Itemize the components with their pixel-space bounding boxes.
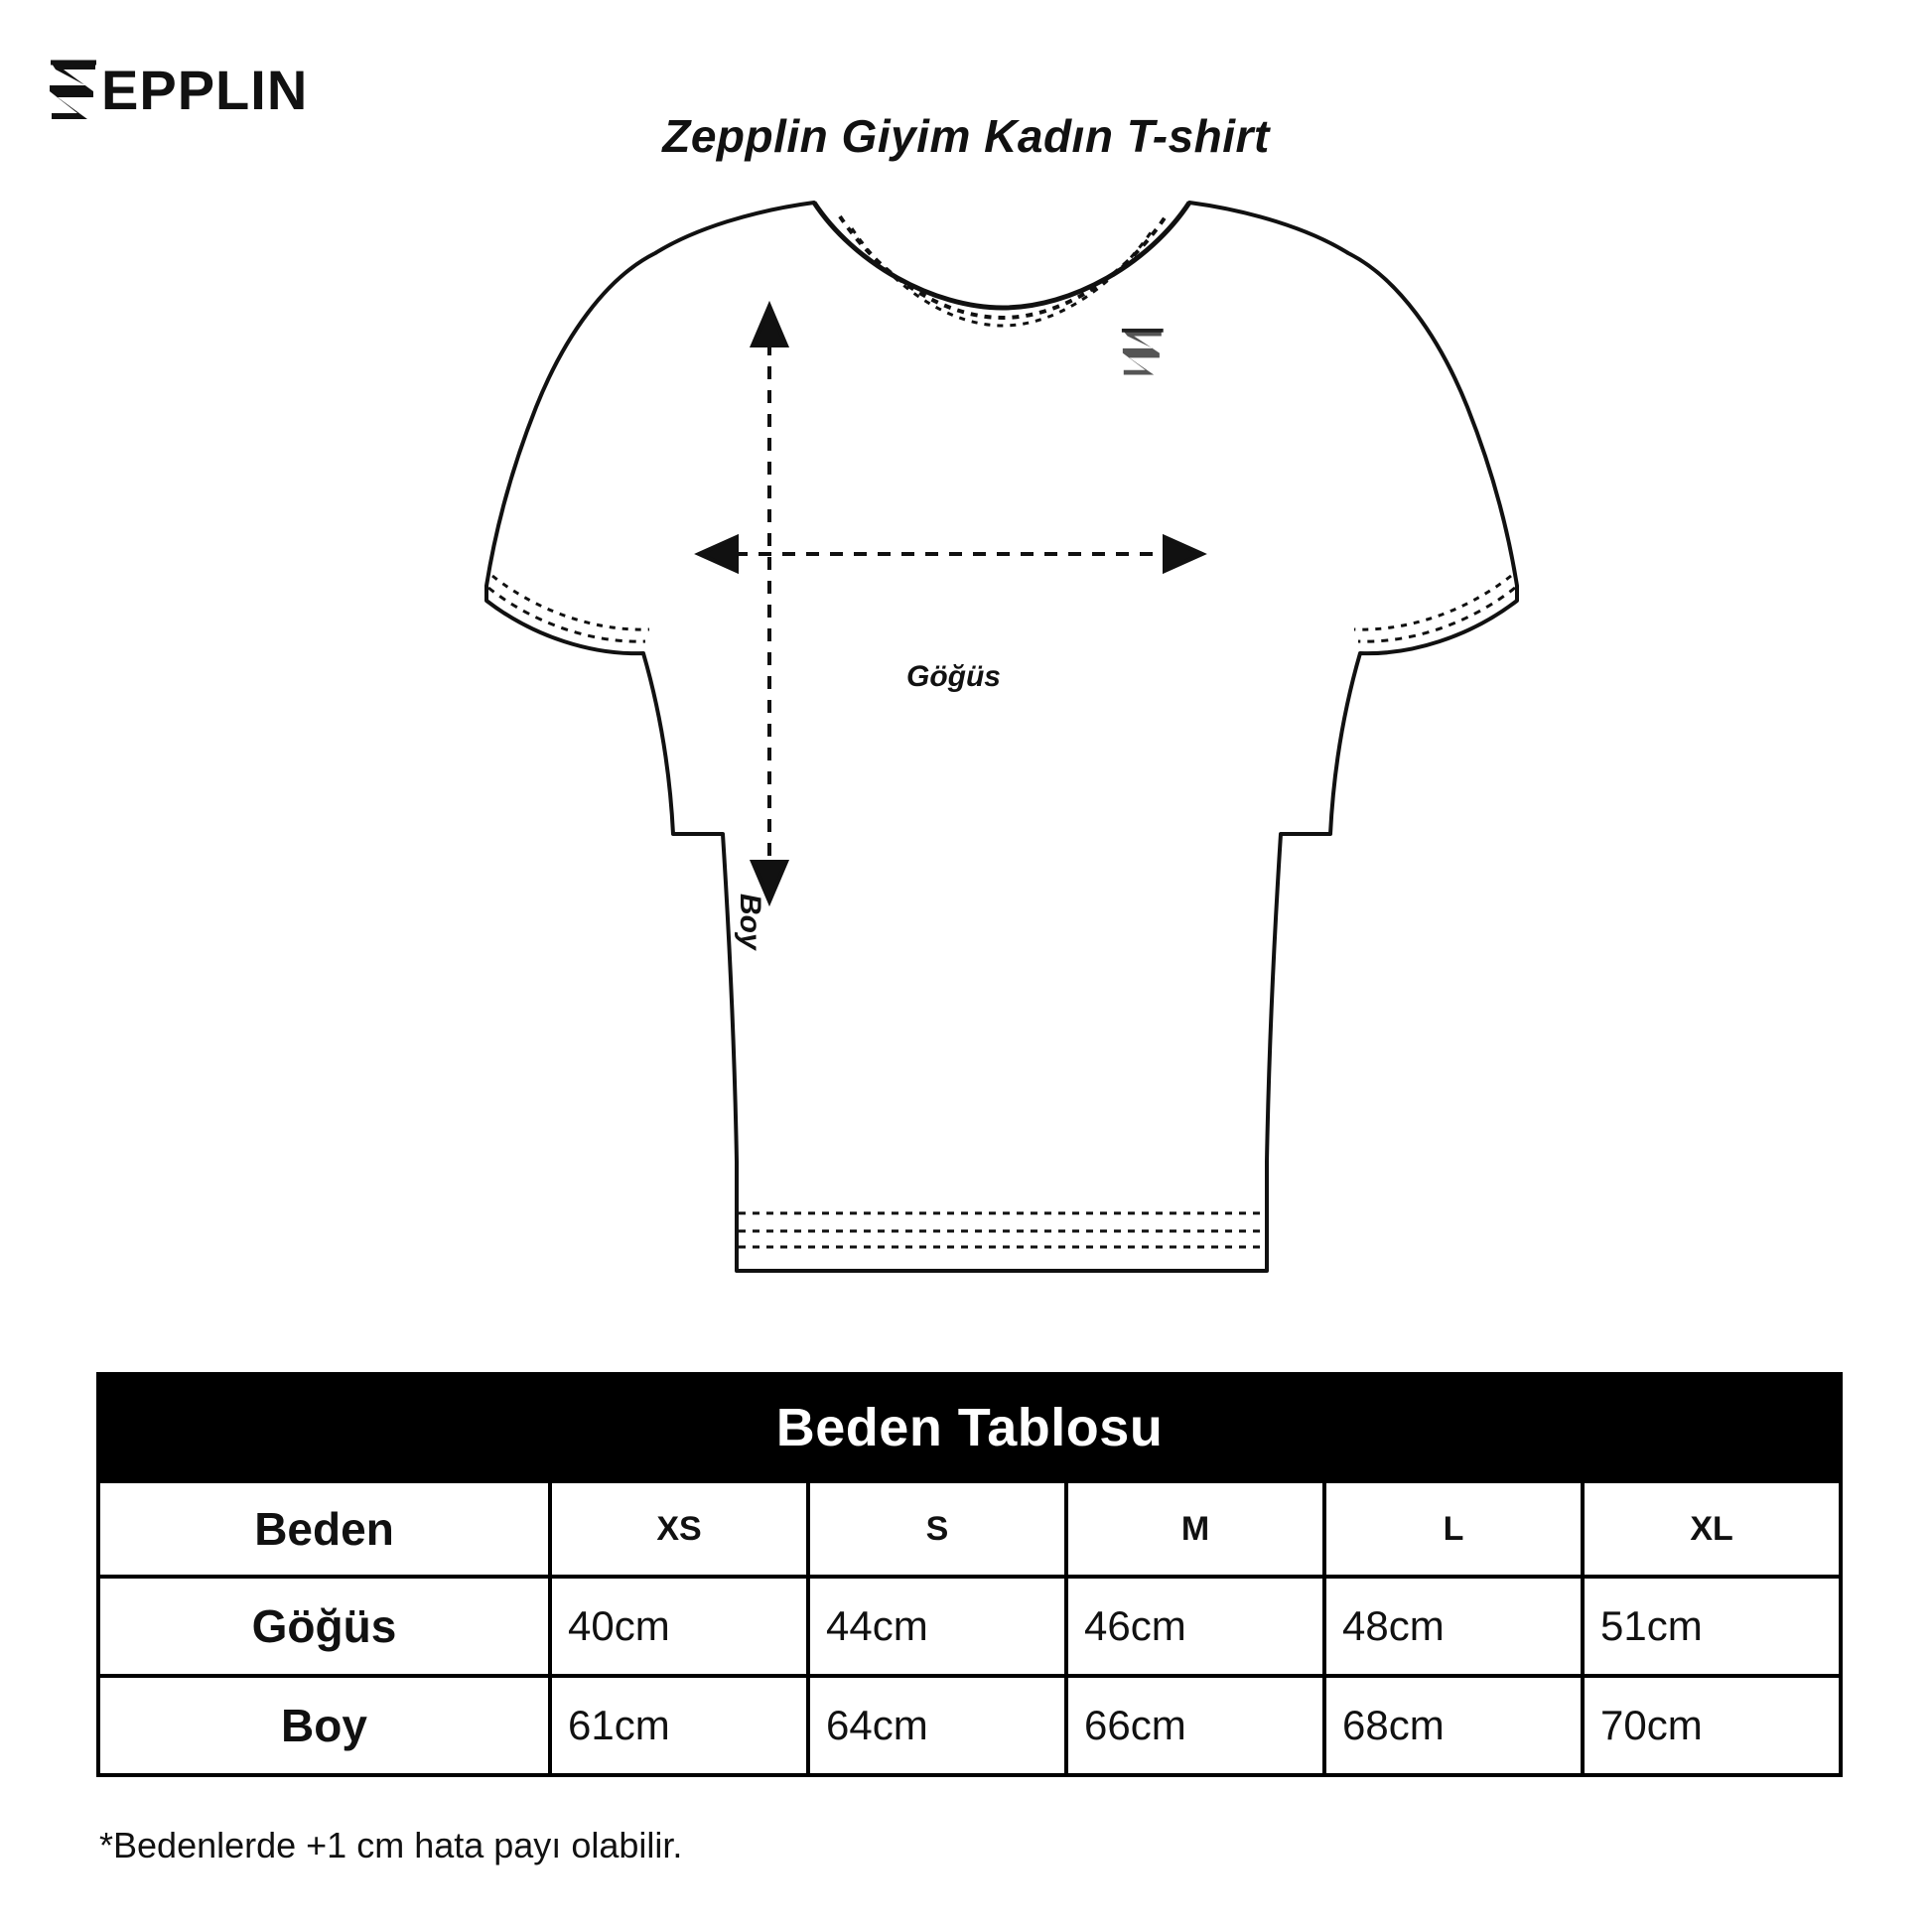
tshirt-illustration xyxy=(0,159,1932,1340)
cell-boy-l: 68cm xyxy=(1324,1676,1583,1775)
cell-gogus-xs: 40cm xyxy=(550,1577,808,1676)
table-title-row xyxy=(98,1374,1841,1481)
length-measure-label: Boy xyxy=(734,894,766,950)
chest-measure-label: Göğüs xyxy=(906,660,1001,693)
table-title: Beden Tablosu xyxy=(98,1374,1841,1481)
cell-boy-xs: 61cm xyxy=(550,1676,808,1775)
page-header xyxy=(0,48,1932,162)
table-row xyxy=(98,1676,1841,1775)
table-header-xl: XL xyxy=(1583,1481,1841,1577)
cell-gogus-l: 48cm xyxy=(1324,1577,1583,1676)
row-label-boy: Boy xyxy=(98,1676,550,1775)
table-header-beden: Beden xyxy=(98,1481,550,1577)
page-title-prefix: Zepplin Giyim xyxy=(662,110,985,162)
cell-boy-m: 66cm xyxy=(1066,1676,1324,1775)
row-label-gogus: Göğüs xyxy=(98,1577,550,1676)
table-header-xs: XS xyxy=(550,1481,808,1577)
cell-gogus-s: 44cm xyxy=(808,1577,1066,1676)
table-header-row xyxy=(98,1481,1841,1577)
size-footnote: *Bedenlerde +1 cm hata payı olabilir. xyxy=(99,1825,683,1865)
brand-name: EPPLIN xyxy=(101,59,309,121)
table-header-s: S xyxy=(808,1481,1066,1577)
table-header-m: M xyxy=(1066,1481,1324,1577)
page-title-strong: Kadın T-shirt xyxy=(984,110,1270,162)
tshirt-outline-svg xyxy=(0,159,1932,1340)
table-row xyxy=(98,1577,1841,1676)
cell-boy-s: 64cm xyxy=(808,1676,1066,1775)
cell-boy-xl: 70cm xyxy=(1583,1676,1841,1775)
cell-gogus-xl: 51cm xyxy=(1583,1577,1841,1676)
page-title xyxy=(0,109,1932,163)
size-table xyxy=(96,1372,1843,1777)
cell-gogus-m: 46cm xyxy=(1066,1577,1324,1676)
table-header-l: L xyxy=(1324,1481,1583,1577)
